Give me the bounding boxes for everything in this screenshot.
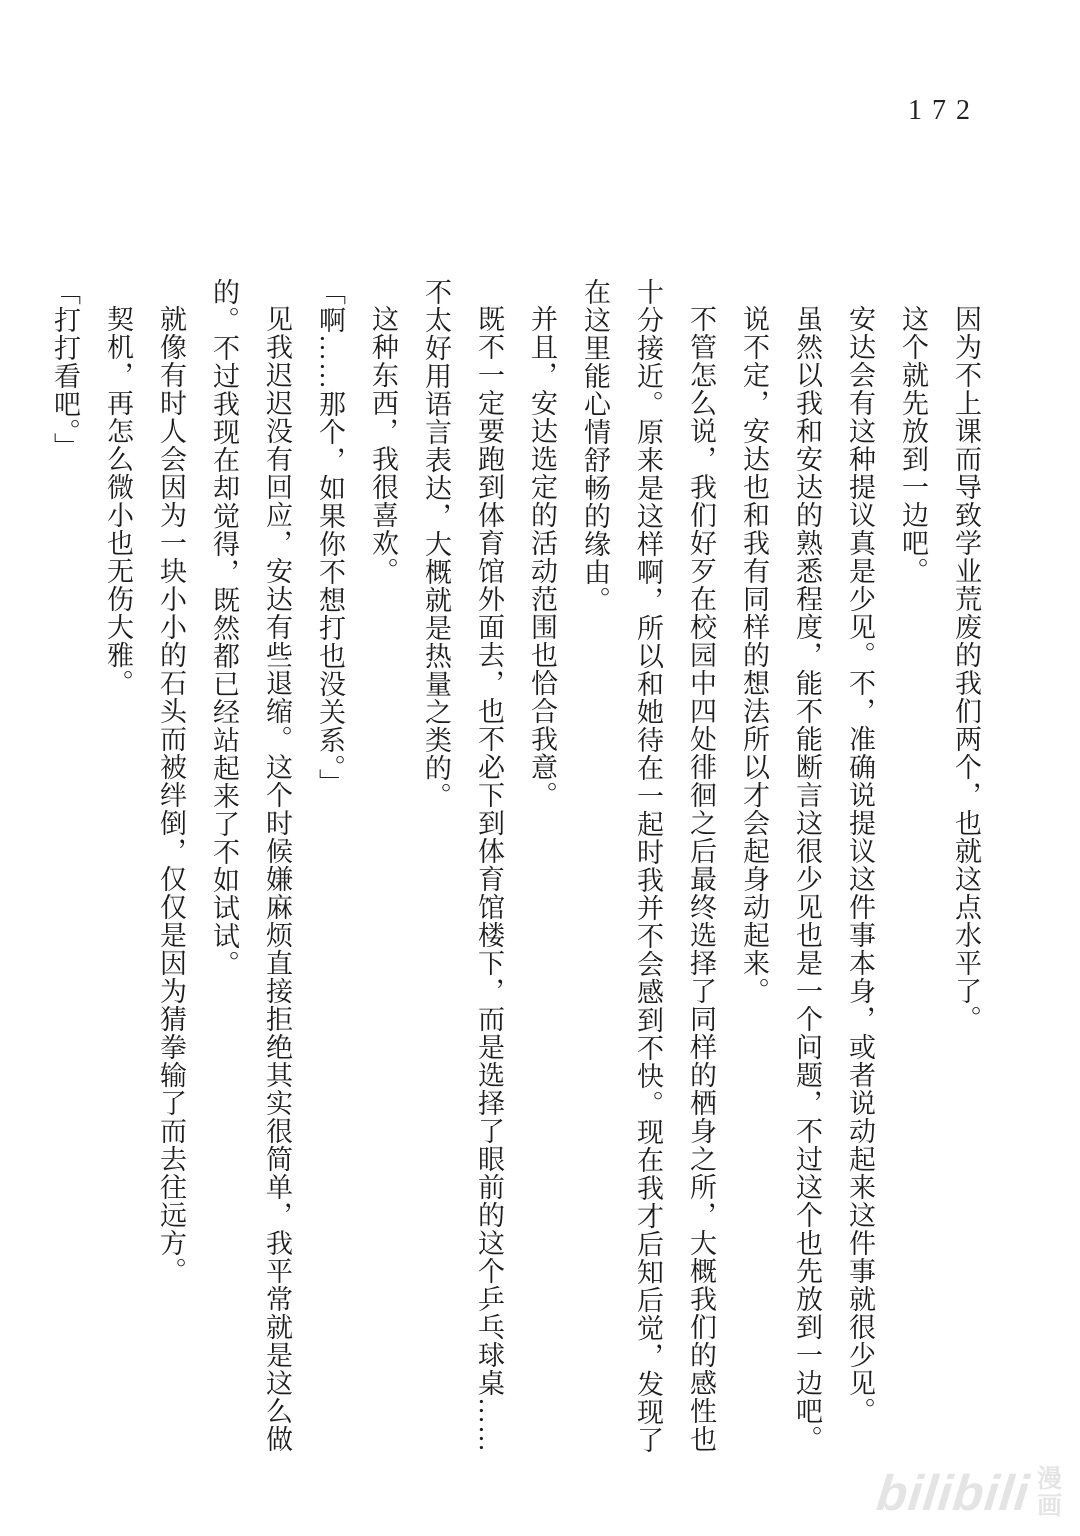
bilibili-manhua-label bbox=[1037, 1466, 1062, 1520]
bilibili-logo: bilibili bbox=[873, 1465, 1032, 1521]
paragraph: 见我迟迟没有回应，安达有些退缩。这个时候嫌麻烦直接拒绝其实很简单，我平常就是这么做的。不过我现在却觉得，既然都已经站起来了不如试试。 bbox=[209, 278, 292, 1453]
watermark-cn-char-1: 漫 bbox=[1036, 1465, 1062, 1493]
vertical-text-block bbox=[38, 278, 992, 1458]
paragraph: 虽然以我和安达的熟悉程度，能不能断言这很少见也是一个问题，不过这个也先放到一边吧。 bbox=[792, 305, 822, 1453]
watermark-cn-char-2: 画 bbox=[1036, 1492, 1062, 1520]
paragraph: 因为不上课而导致学业荒废的我们两个，也就这点水平了。 bbox=[951, 305, 981, 1033]
page-number: 172 bbox=[908, 95, 980, 126]
paragraph: 既不一定要跑到体育馆外面去，也不必下到体育馆楼下，而是选择了眼前的这个乒乓球桌……不太好用语言表达，大概就是热量之类的。 bbox=[421, 278, 504, 1453]
paragraph: 就像有时人会因为一块小小的石头而被绊倒，仅仅是因为猜拳输了而去往远方。 bbox=[156, 305, 186, 1285]
paragraph: 不管怎么说，我们好歹在校园中四处徘徊之后最终选择了同样的栖身之所，大概我们的感性也十分接近。原来是这样啊，所以和她待在一起时我并不会感到不快。现在我才后知后觉，发现了在这里能心情舒畅的缘由。 bbox=[580, 278, 716, 1454]
paragraph: 安达会有这种提议真是少见。不，准确说提议这件事本身，或者说动起来这件事就很少见。 bbox=[845, 305, 875, 1425]
dialogue-paragraph: 「打打看吧。」 bbox=[50, 278, 80, 461]
paragraph: 并且，安达选定的活动范围也恰合我意。 bbox=[527, 305, 557, 809]
paragraph: 契机，再怎么微小也无伤大雅。 bbox=[103, 305, 133, 697]
paragraph: 说不定，安达也和我有同样的想法所以才会起身动起来。 bbox=[739, 305, 769, 1005]
bilibili-watermark bbox=[873, 1465, 1062, 1521]
dialogue-paragraph: 「啊……那个，如果你不想打也没关系。」 bbox=[315, 278, 345, 797]
paragraph: 这个就先放到一边吧。 bbox=[898, 305, 928, 585]
paragraph: 这种东西，我很喜欢。 bbox=[368, 305, 398, 585]
